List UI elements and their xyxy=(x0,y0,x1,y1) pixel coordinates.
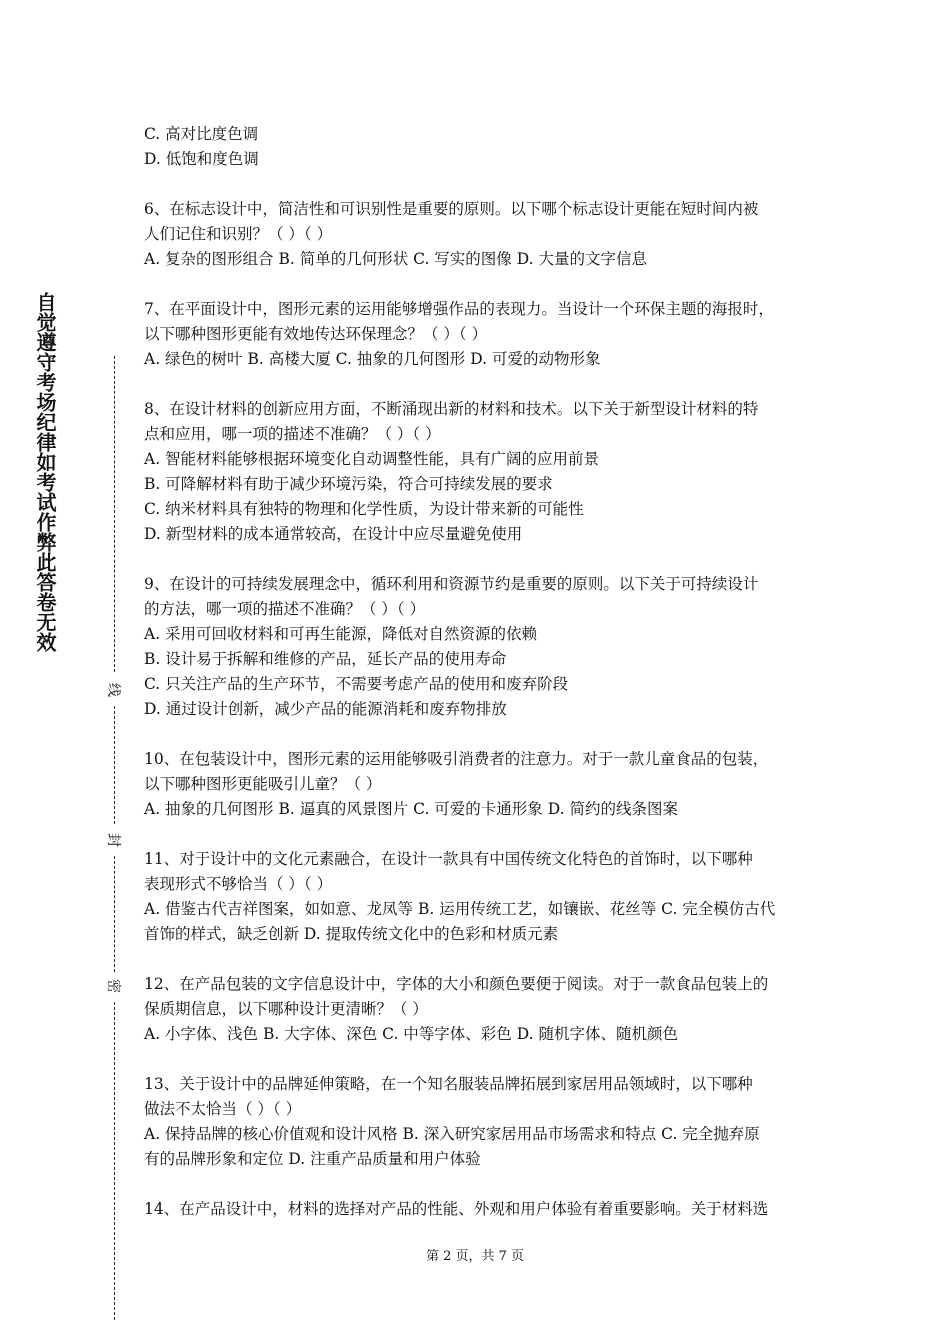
question-9-option-b: B. 设计易于拆解和维修的产品，延长产品的使用寿命 xyxy=(144,650,507,668)
question-13-options: 有的品牌形象和定位 D. 注重产品质量和用户体验 xyxy=(144,1150,481,1168)
question-12-options: A. 小字体、浅色 B. 大字体、深色 C. 中等字体、彩色 D. 随机字体、随机颜色 xyxy=(144,1025,678,1043)
seal-dashed-line-middle-1 xyxy=(114,706,115,824)
option-c: C. 高对比度色调 xyxy=(144,125,259,143)
seal-dashed-line-middle-2 xyxy=(114,856,115,972)
seal-mark-mi: 密 xyxy=(105,979,121,993)
question-7-options: A. 绿色的树叶 B. 高楼大厦 C. 抽象的几何图形 D. 可爱的动物形象 xyxy=(144,350,601,368)
question-12-stem: 12、在产品包装的文字信息设计中，字体的大小和颜色要便于阅读。对于一款食品包装上的 xyxy=(144,975,769,993)
question-11-stem: 表现形式不够恰当（ ）（ ） xyxy=(144,875,333,893)
question-11-options: 首饰的样式，缺乏创新 D. 提取传统文化中的色彩和材质元素 xyxy=(144,925,559,943)
question-8-stem: 点和应用，哪一项的描述不准确？（ ）（ ） xyxy=(144,425,441,443)
question-6-stem: 人们记住和识别？（ ）（ ） xyxy=(144,225,333,243)
question-11-options: A. 借鉴古代吉祥图案，如如意、龙凤等 B. 运用传统工艺，如镶嵌、花丝等 C. 完全模仿古代 xyxy=(144,900,776,918)
question-12-stem: 保质期信息，以下哪种设计更清晰？（ ） xyxy=(144,1000,428,1018)
question-13-options: A. 保持品牌的核心价值观和设计风格 B. 深入研究家居用品市场需求和特点 C. 完全抛弃原 xyxy=(144,1125,760,1143)
question-10-stem: 10、在包装设计中，图形元素的运用能够吸引消费者的注意力。对于一款儿童食品的包装， xyxy=(144,750,769,768)
question-14-stem: 14、在产品设计中，材料的选择对产品的性能、外观和用户体验有着重要影响。关于材料选 xyxy=(144,1200,769,1218)
question-8-option-a: A. 智能材料能够根据环境变化自动调整性能，具有广阔的应用前景 xyxy=(144,450,600,468)
seal-dashed-line-top xyxy=(114,356,115,672)
page-number: 第 2 页，共 7 页 xyxy=(425,1249,525,1264)
question-9-stem: 的方法，哪一项的描述不准确？（ ）（ ） xyxy=(144,600,426,618)
question-9-stem: 9、在设计的可持续发展理念中，循环利用和资源节约是重要的原则。以下关于可持续设计 xyxy=(144,575,759,593)
question-7-stem: 7、在平面设计中，图形元素的运用能够增强作品的表现力。当设计一个环保主题的海报时， xyxy=(144,300,774,318)
question-11-stem: 11、对于设计中的文化元素融合，在设计一款具有中国传统文化特色的首饰时，以下哪种 xyxy=(144,850,753,868)
question-10-stem: 以下哪种图形更能吸引儿童？（ ） xyxy=(144,775,382,793)
question-13-stem: 13、关于设计中的品牌延伸策略，在一个知名服装品牌拓展到家居用品领域时，以下哪种 xyxy=(144,1075,753,1093)
question-8-option-b: B. 可降解材料有助于减少环境污染，符合可持续发展的要求 xyxy=(144,475,553,493)
question-8-option-c: C. 纳米材料具有独特的物理和化学性质，为设计带来新的可能性 xyxy=(144,500,584,518)
seal-mark-feng: 封 xyxy=(105,833,121,847)
seal-mark-line: 线 xyxy=(105,683,121,697)
option-d: D. 低饱和度色调 xyxy=(144,150,259,168)
question-content xyxy=(144,122,824,1222)
question-10-options: A. 抽象的几何图形 B. 逼真的风景图片 C. 可爱的卡通形象 D. 简约的线条图案 xyxy=(144,800,678,818)
question-8-stem: 8、在设计材料的创新应用方面，不断涌现出新的材料和技术。以下关于新型设计材料的特 xyxy=(144,400,759,418)
question-13-stem: 做法不太恰当（ ）（ ） xyxy=(144,1100,302,1118)
question-6-options: A. 复杂的图形组合 B. 简单的几何形状 C. 写实的图像 D. 大量的文字信息 xyxy=(144,250,647,268)
exam-discipline-warning: 自觉遵守考场纪律如考试作弊此答卷无效 xyxy=(33,292,57,652)
question-6-stem: 6、在标志设计中，简洁性和可识别性是重要的原则。以下哪个标志设计更能在短时间内被 xyxy=(144,200,759,218)
seal-dashed-line-bottom xyxy=(114,1002,115,1320)
question-7-stem: 以下哪种图形更能有效地传达环保理念？（ ）（ ） xyxy=(144,325,488,343)
question-9-option-a: A. 采用可回收材料和可再生能源，降低对自然资源的依赖 xyxy=(144,625,538,643)
question-9-option-c: C. 只关注产品的生产环节，不需要考虑产品的使用和废弃阶段 xyxy=(144,675,569,693)
question-9-option-d: D. 通过设计创新，减少产品的能源消耗和废弃物排放 xyxy=(144,700,507,718)
question-8-option-d: D. 新型材料的成本通常较高，在设计中应尽量避免使用 xyxy=(144,525,523,543)
